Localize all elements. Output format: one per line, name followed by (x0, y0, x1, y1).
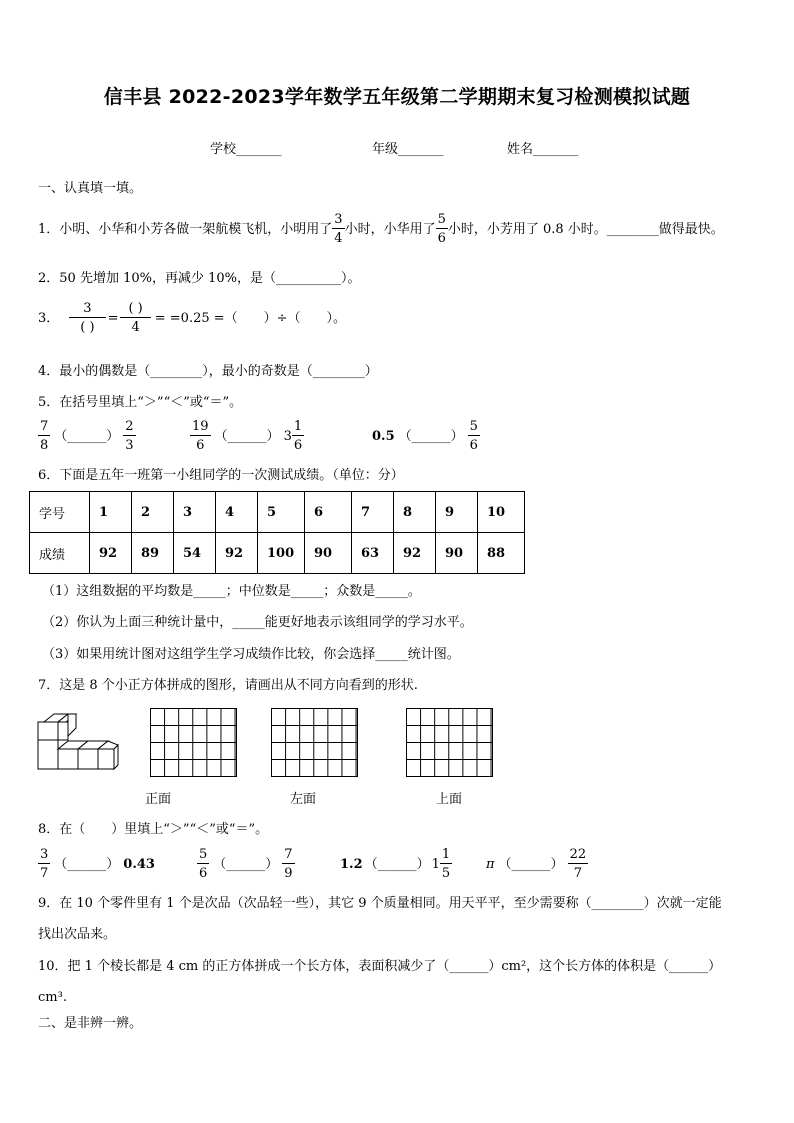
question-3 (38, 302, 346, 334)
id-cell: 4 (216, 492, 258, 533)
page-title: 信丰县 2022-2023学年数学五年级第二学期期末复习检测模拟试题 (103, 86, 691, 108)
q1-text-a: 1．小明、小华和小芳各做一架航模飞机，小明用了 (38, 221, 333, 237)
q8-c-right: 1 $\frac{1}{5}$ (431, 847, 451, 881)
row-label: 成绩 (30, 533, 90, 574)
question-6: 6．下面是五年一班第一小组同学的一次测试成绩。（单位：分） (38, 468, 404, 483)
id-cell: 5 (258, 492, 305, 533)
front-view-label: 正面 (145, 792, 172, 807)
score-cell: 89 (132, 533, 174, 574)
question-2: 2．50 先增加 10%，再减少 10%，是（__________）。 (38, 271, 361, 286)
section-2-heading: 二、是非辨一辨。 (38, 1016, 143, 1031)
school-field: 学校_______ (210, 142, 282, 157)
q1-fraction-2: $\frac{5}{6}$ (437, 212, 446, 246)
q5-c-blank: （______） (398, 428, 464, 444)
q6-sub-1: （1）这组数据的平均数是_____；中位数是_____；众数是_____。 (42, 584, 421, 599)
id-cell: 10 (478, 492, 525, 533)
q5-a-blank: （______） (54, 428, 120, 444)
q8-a-left: $\frac{3}{7}$ (40, 847, 49, 881)
question-4: 4．最小的偶数是（________），最小的奇数是（________） (38, 364, 378, 379)
id-cell: 8 (394, 492, 436, 533)
table-row (30, 492, 525, 533)
q8-d-right: $\frac{22}{7}$ (569, 847, 587, 881)
name-field: 姓名_______ (507, 142, 579, 157)
question-7: 7．这是 8 个小正方体拼成的图形，请画出从不同方向看到的形状. (38, 678, 418, 693)
q1-fraction-1: $\frac{3}{4}$ (334, 212, 343, 246)
q8-b-left: $\frac{5}{6}$ (199, 847, 208, 881)
q1-text-b: 小时，小华用了 (344, 221, 436, 237)
q6-sub-2: （2）你认为上面三种统计量中，_____能更好地表示该组同学的学习水平。 (42, 615, 473, 630)
question-5: 5．在括号里填上“＞”“＜”或“＝”。 (38, 395, 243, 410)
question-9-line-2: 找出次品来。 (38, 927, 117, 942)
question-10-line-2: cm³. (38, 990, 67, 1005)
score-cell: 54 (174, 533, 216, 574)
q8-item-b (197, 848, 295, 880)
id-cell: 7 (352, 492, 394, 533)
grade-field: 年级_______ (372, 142, 444, 157)
question-10-line-1: 10．把 1 个棱长都是 4 cm 的正方体拼成一个长方体，表面积减少了（______）cm²，这个长方体的体积是（______） (38, 959, 722, 974)
table-row (30, 533, 525, 574)
score-cell: 90 (305, 533, 352, 574)
question-8: 8．在（ ）里填上“＞”“＜”或“＝”。 (38, 822, 269, 837)
score-cell: 92 (216, 533, 258, 574)
id-cell: 1 (90, 492, 132, 533)
q3-equals: = (107, 310, 119, 326)
score-cell: 92 (394, 533, 436, 574)
q5-b-left: $\frac{19}{6}$ (192, 419, 209, 453)
q8-b-right: $\frac{7}{9}$ (284, 847, 293, 881)
q8-c-left: 1.2 (340, 856, 363, 872)
row-label: 学号 (30, 492, 90, 533)
question-9-line-1: 9．在 10 个零件里有 1 个是次品（次品轻一些），其它 9 个质量相同。用天平平，至少需要称（________）次就一定能 (38, 896, 722, 911)
q5-b-blank: （______） (214, 428, 280, 444)
score-cell: 63 (352, 533, 394, 574)
cubes-figure (36, 712, 120, 772)
q8-d-left: π (486, 856, 495, 872)
score-cell: 88 (478, 533, 525, 574)
q8-c-blank: （______） (364, 856, 430, 872)
q8-item-c (340, 848, 452, 880)
section-1-heading: 一、认真填一填。 (38, 181, 143, 196)
q8-item-a (38, 848, 155, 880)
q8-d-blank: （______） (498, 856, 564, 872)
q8-item-d (486, 848, 588, 880)
q3-rest: = =0.25 =（ ）÷（ ）。 (154, 310, 347, 326)
q1-text-c: 小时，小芳用了 0.8 小时。________做得最快。 (447, 221, 724, 237)
score-cell: 92 (90, 533, 132, 574)
scores-table (29, 491, 525, 574)
q3-label: 3． (38, 310, 60, 326)
q6-sub-3: （3）如果用统计图对这组学生学习成绩作比较，你会选择_____统计图。 (42, 647, 460, 662)
q8-b-blank: （______） (213, 856, 279, 872)
top-view-grid[interactable] (406, 708, 493, 777)
q3-fraction-2: $\frac{( )}{4}$ (120, 302, 150, 334)
score-cell: 100 (258, 533, 305, 574)
q5-a-left: $\frac{7}{8}$ (40, 419, 49, 453)
score-cell: 90 (436, 533, 478, 574)
front-view-grid[interactable] (150, 708, 237, 777)
top-view-label: 上面 (436, 792, 463, 807)
q5-c-left: 0.5 (372, 428, 395, 444)
q8-a-blank: （______） (54, 856, 120, 872)
q5-b-right: 3 $\frac{1}{6}$ (283, 419, 303, 453)
id-cell: 6 (305, 492, 352, 533)
id-cell: 2 (132, 492, 174, 533)
q5-c-right: $\frac{5}{6}$ (469, 419, 478, 453)
question-1 (38, 213, 724, 245)
left-view-label: 左面 (290, 792, 317, 807)
left-view-grid[interactable] (271, 708, 358, 777)
q3-fraction-1: $\frac{3}{( )}$ (69, 302, 105, 334)
q5-a-right: $\frac{2}{3}$ (125, 419, 134, 453)
q5-item-c (372, 420, 480, 452)
q8-a-right: 0.43 (123, 856, 155, 872)
q5-item-a (38, 420, 136, 452)
id-cell: 9 (436, 492, 478, 533)
q5-item-b (190, 420, 304, 452)
id-cell: 3 (174, 492, 216, 533)
